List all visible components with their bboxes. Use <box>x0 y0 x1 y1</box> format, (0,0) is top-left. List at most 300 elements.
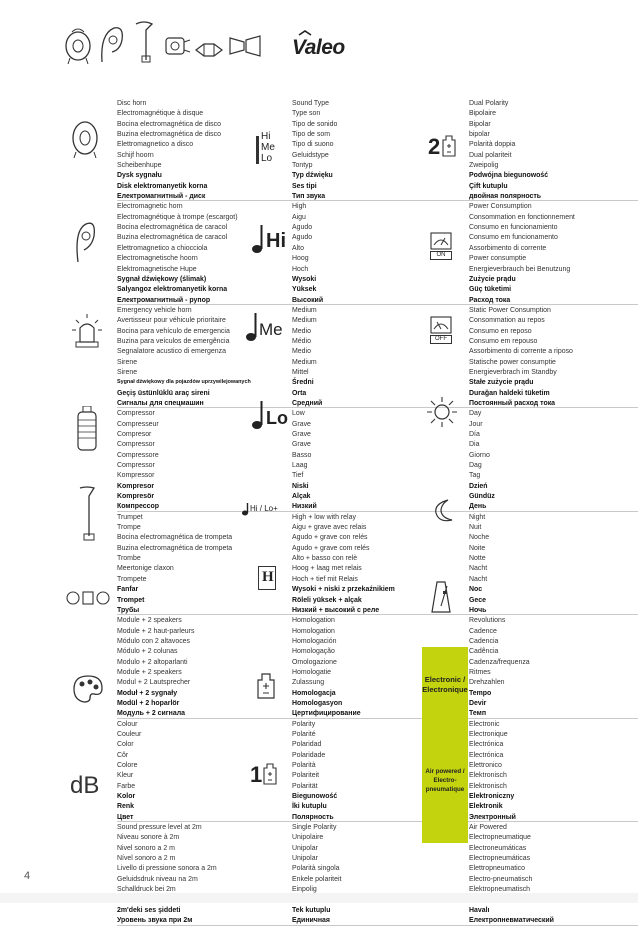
glossary-term: Kompresör <box>117 491 155 501</box>
glossary-term: Elektromagnetische Hupe <box>117 263 197 273</box>
glossary-term: Tief <box>292 470 304 480</box>
glossary-term: Electrónica <box>469 739 504 749</box>
glossary-term: Низкий + высокий с реле <box>292 604 380 614</box>
glossary-term: Elettronico <box>469 760 502 769</box>
glossary-term: Electromagnétique à disque <box>117 108 204 118</box>
glossary-term: Elektronisch <box>469 780 507 790</box>
polarity-2-label: 2 <box>428 134 441 159</box>
glossary-term: Trompet <box>117 594 145 604</box>
glossary-term: Module + 2 speakers <box>117 615 182 625</box>
glossary-term: Цвет <box>117 811 134 821</box>
trumpet-icon <box>76 486 98 542</box>
glossary-term: Unipolar <box>292 842 318 852</box>
glossary-term: Disk elektromanyetik korna <box>117 180 208 190</box>
glossary-term: Salyangoz elektromanyetik korna <box>117 284 228 294</box>
glossary-term: Трубы <box>117 604 140 614</box>
glossary-term: Расход тока <box>469 294 511 304</box>
glossary-term: Полярность <box>292 811 334 821</box>
glossary-term: Farbe <box>117 780 136 790</box>
glossary-term: Medium <box>292 356 317 366</box>
glossary-term: Noc <box>469 584 483 594</box>
glossary-term: Homologation <box>292 625 335 635</box>
glossary-term: Alto <box>292 242 304 252</box>
glossary-term: Сигналы для спецмашин <box>117 397 204 407</box>
trumpet-horn-icon <box>130 20 158 64</box>
glossary-block-air-powered <box>469 822 638 925</box>
glossary-term: Single Polarity <box>292 822 337 832</box>
glossary-term: Alçak <box>292 491 311 501</box>
glossary-term: Laag <box>292 460 308 470</box>
glossary-term: Homologasyon <box>292 697 343 707</box>
glossary-term: Einpolig <box>292 884 317 894</box>
block-divider <box>117 925 295 926</box>
glossary-term: Enkele polariteit <box>292 873 342 883</box>
glossary-term: Tipo di suono <box>292 139 334 149</box>
glossary-block-meter-off <box>469 305 638 408</box>
glossary-term: Livello di pressione sonora a 2m <box>117 863 217 873</box>
glossary-block-sun <box>469 408 638 511</box>
trumpet-pair-icon <box>228 28 262 62</box>
homologation-letter: H <box>262 569 274 585</box>
glossary-term: Тип звука <box>292 191 326 201</box>
glossary-term: Ses tipi <box>292 180 317 190</box>
moon-icon <box>432 498 454 524</box>
glossary-term: Cadenza/frequenza <box>469 656 530 666</box>
glossary-term: Polarity <box>292 718 316 728</box>
glossary-term: Couleur <box>117 728 142 738</box>
glossary-term: Hoog + laag met relais <box>292 563 362 573</box>
glossary-term: Aigu + grave avec relais <box>292 522 367 532</box>
glossary-term: Trompe <box>117 522 141 532</box>
glossary-term: Scheibenhupe <box>117 160 162 170</box>
hi-label: Hi <box>261 131 271 142</box>
glossary-term: Night <box>469 511 486 521</box>
glossary-term: Sirene <box>117 356 138 366</box>
glossary-term: Nível sonoro a 2 m <box>117 853 176 863</box>
glossary-term: Cadencia <box>469 635 499 645</box>
glossary-term: Tek kutuplu <box>292 904 331 914</box>
glossary-term: Polaridad <box>292 739 322 749</box>
music-note-icon <box>252 400 264 430</box>
snail-horn-icon <box>72 220 98 264</box>
me-label: Me <box>261 142 275 153</box>
glossary-term: Yüksek <box>292 284 317 294</box>
electropneumatic-horn-icon <box>98 24 128 64</box>
glossary-term: Çift kutuplu <box>469 180 508 190</box>
db-icon: dB <box>70 772 100 799</box>
glossary-term: Grave <box>292 429 311 438</box>
glossary-term: Medio <box>292 325 311 335</box>
glossary-term: Единичная <box>292 915 330 925</box>
glossary-term: Hoch <box>292 263 309 273</box>
glossary-term: Dia <box>469 439 480 449</box>
glossary-term: Compressor <box>117 408 155 418</box>
battery-icon <box>263 763 277 785</box>
note-hi-label: Hi <box>266 230 286 252</box>
glossary-term: Electropneumatique <box>469 832 531 842</box>
glossary-term: Компрессор <box>117 501 159 511</box>
glossary-term: Tontyp <box>292 160 313 170</box>
glossary-term: Assorbimento di corrente a riposo <box>469 346 573 356</box>
glossary-term: Zużycie prądu <box>469 273 516 283</box>
glossary-term: Biegunowość <box>292 791 338 801</box>
glossary-term: Air Powered <box>469 822 507 832</box>
glossary-term: Modul + 2 Lautsprecher <box>117 677 191 687</box>
glossary-block-db <box>117 822 299 925</box>
glossary-term: Polaridade <box>292 749 326 759</box>
footer-bar <box>0 893 638 903</box>
battery-icon <box>442 135 456 157</box>
off-label: OFF <box>430 335 452 344</box>
glossary-term: Dual polariteit <box>469 149 512 159</box>
glossary-term: Elettromagnetico a chiocciola <box>117 242 208 252</box>
glossary-term: Kompressor <box>117 470 155 480</box>
glossary-term: Tag <box>469 470 481 480</box>
homologation-icon <box>258 566 276 590</box>
disc-horn-icon <box>70 118 100 158</box>
glossary-term: Geluidstype <box>292 149 329 159</box>
glossary-term: Tipo de sonido <box>292 118 338 128</box>
block-divider <box>469 925 638 926</box>
glossary-term: Electro-pneumatisch <box>469 873 533 883</box>
glossary-term: Medio <box>292 346 311 356</box>
glossary-block-moon <box>469 512 638 615</box>
glossary-term: Gece <box>469 594 487 604</box>
glossary-term: Energieverbrauch bei Benutzung <box>469 263 571 273</box>
glossary-term: Electromagnetische hoorn <box>117 253 198 263</box>
glossary-term: Noite <box>469 542 486 552</box>
glossary-term: Durağan haldeki tüketim <box>469 387 550 397</box>
gauge-icon <box>430 316 452 334</box>
glossary-term: Buzina electromagnética de disco <box>117 129 221 139</box>
multi-horn-icon <box>66 588 110 608</box>
glossary-term: Dzień <box>469 480 488 490</box>
glossary-term: Assorbimento di corrente <box>469 242 547 252</box>
glossary-term: Sygnał dźwiękowy (ślimak) <box>117 273 207 283</box>
glossary-term: Электронный <box>469 811 516 821</box>
multi-horn-icon <box>194 36 226 60</box>
music-note-icon <box>252 224 264 254</box>
glossary-term: Elektronisch <box>469 770 507 780</box>
glossary-term: Homologación <box>292 635 337 645</box>
glossary-term: Модуль + 2 сигнала <box>117 708 186 718</box>
glossary-term: Colore <box>117 760 138 769</box>
glossary-term: Średni <box>292 377 314 387</box>
note-me-label: Me <box>259 320 283 339</box>
glossary-block-snail-horn <box>117 201 299 304</box>
glossary-term: Polarité <box>292 728 316 738</box>
glossary-term: Consumo em funcionamento <box>469 232 558 242</box>
glossary-term: Fanfar <box>117 584 139 594</box>
glossary-term: Высокий <box>292 294 324 304</box>
glossary-term: Electroneumáticas <box>469 842 527 852</box>
note-lo-label: Lo <box>266 408 288 428</box>
glossary-term: Basso <box>292 449 312 459</box>
glossary-term: Moduł + 2 sygnały <box>117 687 178 697</box>
glossary-term: Consumo en reposo <box>469 325 532 335</box>
glossary-term: Kolor <box>117 791 136 801</box>
glossary-term: Електромагнитный - рупор <box>117 294 211 304</box>
glossary-term: bipolar <box>469 129 490 139</box>
glossary-term: Low <box>292 408 305 418</box>
glossary-term: Wysoki + niski z przekaźnikiem <box>292 584 395 594</box>
lo-label: Lo <box>261 153 273 164</box>
glossary-term: Kompresor <box>117 480 155 490</box>
glossary-term: Постоянный расход тока <box>469 397 556 407</box>
glossary-term: Módulo + 2 colunas <box>117 646 178 656</box>
glossary-term: Notte <box>469 553 486 563</box>
glossary-term: Agudo + grave con relés <box>292 532 368 542</box>
glossary-term: Sirene <box>117 366 138 376</box>
glossary-term: Modulo + 2 altoparlanti <box>117 656 188 666</box>
glossary-term: Electronic <box>469 718 500 728</box>
glossary-block-multi-horn <box>117 615 299 718</box>
glossary-term: Agudo <box>292 232 313 242</box>
glossary-term: Dag <box>469 460 482 470</box>
glossary-term: Buzina electromagnética de caracol <box>117 232 228 242</box>
air-powered-box-label: Air powered / Electro-pneumatique <box>425 768 465 793</box>
glossary-term: Electronique <box>469 728 508 738</box>
glossary-term: Static Power Consumption <box>469 304 551 314</box>
glossary-term: 2m'deki ses şiddeti <box>117 904 181 914</box>
glossary-term: High + low with relay <box>292 511 356 521</box>
glossary-term: Compressore <box>117 449 159 459</box>
music-note-icon <box>242 502 249 516</box>
glossary-term: Orta <box>292 387 307 397</box>
glossary-term: Hoch + tief mit Relais <box>292 573 358 583</box>
glossary-term: Homologatie <box>292 666 332 676</box>
glossary-block-dual-polarity <box>469 98 638 201</box>
glossary-term: Bipolar <box>469 118 491 128</box>
glossary-term: Colour <box>117 718 138 728</box>
on-label: ON <box>430 251 452 260</box>
glossary-term: Electromagnétique à trompe (escargot) <box>117 211 238 221</box>
header-product-icons <box>62 18 262 66</box>
hi-lo-relay-label: Hi / Lo+ <box>250 504 278 513</box>
glossary-term: Schalldruck bei 2m <box>117 884 176 894</box>
glossary-term: Polariteit <box>292 770 320 780</box>
glossary-term: Renk <box>117 801 134 811</box>
glossary-term: Elektropneumatisch <box>469 884 531 894</box>
glossary-term: Noche <box>469 532 490 542</box>
glossary-term: Trombe <box>117 553 141 563</box>
polarity-icon <box>256 672 276 700</box>
glossary-term: Темп <box>469 708 487 718</box>
glossary-term: Omologazione <box>292 656 337 666</box>
glossary-term: Sound Type <box>292 98 329 107</box>
glossary-term: Nuit <box>469 522 482 532</box>
glossary-term: Consommation en fonctionnement <box>469 211 575 221</box>
glossary-term: Electrónica <box>469 749 504 759</box>
glossary-term: Homologação <box>292 646 335 656</box>
glossary-term: Niveau sonore à 2m <box>117 832 180 842</box>
metronome-icon <box>430 580 452 614</box>
glossary-term: Bocina electromagnética de disco <box>117 118 221 128</box>
glossary-term: Цертифицирование <box>292 708 361 718</box>
glossary-term: Bipolaire <box>469 108 497 118</box>
glossary-block-trumpet <box>117 512 299 615</box>
glossary-term: Средний <box>292 397 323 407</box>
glossary-term: Consumo em repouso <box>469 335 538 345</box>
glossary-term: Agudo + grave com relés <box>292 542 370 552</box>
glossary-term: Geluidsdruk niveau na 2m <box>117 873 198 883</box>
glossary-term: Typ dźwięku <box>292 170 333 180</box>
glossary-term: Type son <box>292 108 321 118</box>
glossary-term: Emergency vehicle horn <box>117 304 192 314</box>
glossary-term: Homologation <box>292 615 335 625</box>
page-number: 4 <box>24 870 31 882</box>
glossary-term: Giorno <box>469 449 490 459</box>
glossary-term: Alto + basso con relè <box>292 553 358 563</box>
glossary-block-electronic <box>469 719 638 822</box>
glossary-term: Nacht <box>469 563 488 573</box>
glossary-term: Zulassung <box>292 677 325 687</box>
page-header <box>0 0 638 82</box>
glossary-term: Revolutions <box>469 615 506 625</box>
glossary-term: Segnalatore acustico di emergenza <box>117 346 226 356</box>
glossary-term: Disc horn <box>117 98 147 107</box>
glossary-term: двойная полярность <box>469 191 542 201</box>
glossary-term: Module + 2 haut-parleurs <box>117 625 195 635</box>
glossary-term: Bocina electromagnética de trompeta <box>117 532 233 542</box>
glossary-term: Mittel <box>292 366 309 376</box>
glossary-term: Meertonige claxon <box>117 563 174 573</box>
glossary-term: Kleur <box>117 770 134 780</box>
glossary-term: Trumpet <box>117 511 143 521</box>
glossary-term: Buzina electromagnética de trompeta <box>117 542 233 552</box>
glossary-term: Modül + 2 hoparlör <box>117 697 180 707</box>
glossary-term: Nivel sonoro a 2 m <box>117 842 175 852</box>
glossary-term: Grave <box>292 439 311 449</box>
gauge-icon <box>430 232 452 250</box>
glossary-term: Buzina para veículos de emergência <box>117 335 230 345</box>
glossary-term: Côr <box>117 749 129 759</box>
glossary-term: Aigu <box>292 211 306 221</box>
compressor-kit-icon <box>162 32 192 62</box>
compressor-icon <box>74 406 100 456</box>
glossary-term: Уровень звука при 2м <box>117 915 193 925</box>
glossary-term: Elettromagnetico a disco <box>117 139 194 149</box>
music-note-icon <box>246 312 258 342</box>
disc-horn-icon <box>62 24 96 64</box>
glossary-term: Statische power consumptie <box>469 356 556 366</box>
glossary-term: Electropneumáticas <box>469 853 531 863</box>
polarity-1-label: 1 <box>250 762 263 787</box>
glossary-term: Stałe zużycie prądu <box>469 377 534 387</box>
glossary-term: Ночь <box>469 604 487 614</box>
glossary-term: Cadence <box>469 625 497 635</box>
glossary-term: Compresseur <box>117 418 159 428</box>
palette-icon <box>72 674 104 704</box>
glossary-block-metronome <box>469 615 638 718</box>
glossary-term: Compressor <box>117 460 155 470</box>
glossary-term: Polarità singola <box>292 863 340 873</box>
glossary-term: Wysoki <box>292 273 317 283</box>
glossary-term: Nacht <box>469 573 488 583</box>
glossary-term: Agudo <box>292 222 313 232</box>
glossary-term: Röleli yüksek + alçak <box>292 594 362 604</box>
glossary-term: Grave <box>292 418 311 428</box>
glossary-term: Bocina electromagnética de caracol <box>117 222 228 232</box>
electronic-box-label: Electronic / Electronique <box>422 675 468 694</box>
glossary-term: Schijf hoorn <box>117 149 154 159</box>
glossary-term: Dysk sygnału <box>117 170 162 180</box>
glossary-term: Energieverbrach im Standby <box>469 366 557 376</box>
glossary-term: Compresor <box>117 429 152 438</box>
glossary-term: Polarità <box>292 760 316 769</box>
glossary-term: Podwójna biegunowość <box>469 170 549 180</box>
glossary-term: Módulo con 2 altavoces <box>117 635 191 645</box>
glossary-term: Jour <box>469 418 483 428</box>
glossary-term: Tipo de som <box>292 129 331 139</box>
glossary-column-3 <box>469 98 638 926</box>
glossary-term: Homologacja <box>292 687 336 697</box>
glossary-term: Gündüz <box>469 491 495 501</box>
glossary-block-meter-on <box>469 201 638 304</box>
glossary-term: Power consumptie <box>469 253 527 263</box>
block-divider <box>292 925 470 926</box>
glossary-term: Drehzahlen <box>469 677 505 687</box>
air-powered-box <box>422 745 468 843</box>
glossary-term: Hoog <box>292 253 309 263</box>
electronic-box <box>422 647 468 745</box>
glossary-term: Unipolar <box>292 853 318 863</box>
glossary-term: Geçiş üstünlüklü araç sireni <box>117 387 210 397</box>
valeo-logo: Valeo <box>292 36 345 59</box>
glossary-term: Devir <box>469 697 487 707</box>
glossary-term: Niski <box>292 480 309 490</box>
glossary-term: Unipolaire <box>292 832 324 842</box>
glossary-term: Consumo en funcionamiento <box>469 222 558 232</box>
glossary-term: Dual Polarity <box>469 98 509 107</box>
glossary-term: Tempo <box>469 687 492 697</box>
glossary-term: Medium <box>292 304 317 314</box>
glossary-term: Bocina para vehículo de emergencia <box>117 325 230 335</box>
glossary-term: Trompete <box>117 573 147 583</box>
glossary-term: Color <box>117 739 134 749</box>
glossary-term: Електромагнитный - диск <box>117 191 206 201</box>
glossary-term: Module + 2 speakers <box>117 666 182 676</box>
glossary-term: Avertisseur pour véhicule prioritaire <box>117 315 226 325</box>
glossary-term: Compressor <box>117 439 155 449</box>
glossary-term: Day <box>469 408 482 418</box>
glossary-term: Electromagnetic horn <box>117 201 183 211</box>
glossary-term: Низкий <box>292 501 317 511</box>
glossary-term: Médio <box>292 335 311 345</box>
glossary-term: Medium <box>292 315 317 325</box>
glossary-term: High <box>292 201 307 211</box>
glossary-term: Zweipolig <box>469 160 499 170</box>
glossary-term: Sygnał dźwiękowy dla pojazdów uprzywilejowanych <box>117 379 251 386</box>
glossary-term: İki kutuplu <box>292 801 327 811</box>
glossary-term: Consommation au repos <box>469 315 545 325</box>
glossary-term: Elektroniczny <box>469 791 515 801</box>
glossary-term: Polarität <box>292 780 318 790</box>
glossary-term: Cadência <box>469 646 499 656</box>
glossary-term: Ritmes <box>469 666 491 676</box>
glossary-term: Електропневматический <box>469 915 554 925</box>
glossary-term: Día <box>469 429 480 438</box>
glossary-term: Güç tüketimi <box>469 284 512 294</box>
glossary-term: Polarità doppia <box>469 139 516 149</box>
glossary-term: Elektronik <box>469 801 503 811</box>
glossary-term: Power Consumption <box>469 201 532 211</box>
glossary-term: Elettropneumatico <box>469 863 526 873</box>
glossary-term: День <box>469 501 487 511</box>
emergency-light-icon <box>70 312 104 350</box>
sun-icon <box>426 396 458 428</box>
glossary-term: Sound pressure level at 2m <box>117 822 202 832</box>
